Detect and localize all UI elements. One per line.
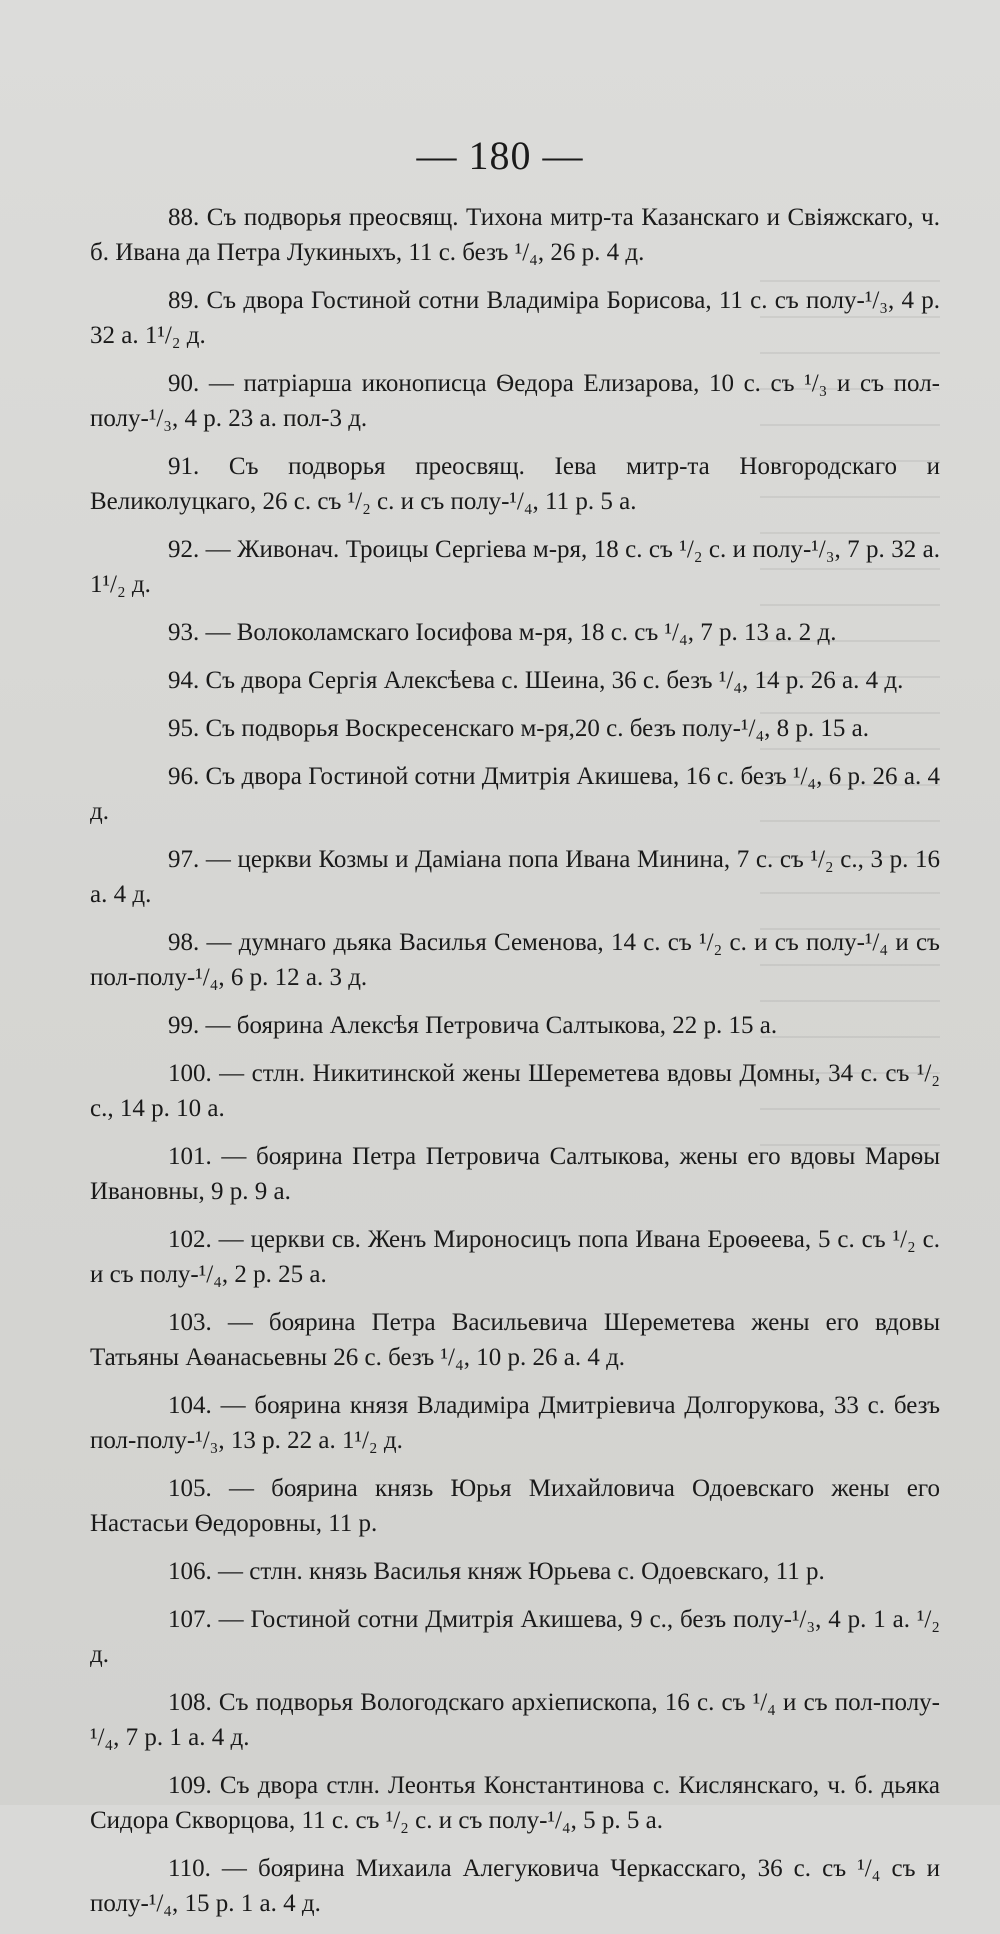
entry-109: 109. Съ двора стлн. Леонтья Константинова с. Кислянскаго, ч. б. дьяка Сидора Скворцова, 11 с. съ ¹/₂ с. и съ полу-¹/₄, 5 р. 5 а. (90, 1772, 940, 1834)
entry-102: 102. — церкви св. Женъ Мироносицъ попа Ивана Ероѳеева, 5 с. съ ¹/₂ с. и съ полу-¹/₄, 2 р. 25 а. (90, 1226, 940, 1288)
entry-91: 91. Съ подворья преосвящ. Іева митр-та Новгородскаго и Великолуцкаго, 26 с. съ ¹/₂ с. и съ полу-¹/₄, 11 р. 5 а. (90, 453, 940, 515)
entry-98: 98. — думнаго дьяка Василья Семенова, 14 с. съ ¹/₂ с. и съ полу-¹/₄ и съ пол-полу-¹/₄, 6 р. 12 а. 3 д. (90, 929, 940, 991)
entry-96: 96. Съ двора Гостиной сотни Дмитрія Акишева, 16 с. безъ ¹/₄, 6 р. 26 а. 4 д. (90, 763, 940, 825)
entry-110: 110. — боярина Михаила Алегуковича Черкасскаго, 36 с. съ ¹/₄ съ и полу-¹/₄, 15 р. 1 а. 4 д. (90, 1855, 940, 1917)
entry-90: 90. — патріарша иконописца Ѳедора Елизарова, 10 с. съ ¹/₃ и съ пол-полу-¹/₃, 4 р. 23 а. пол-3 д. (90, 370, 940, 432)
entry-92: 92. — Живонач. Троицы Сергіева м-ря, 18 с. съ ¹/₂ с. и полу-¹/₃, 7 р. 32 а. 1¹/₂ д. (90, 536, 940, 598)
entry-list (90, 200, 940, 1934)
entry-94: 94. Съ двора Сергія Алексѣева с. Шеина, 36 с. безъ ¹/₄, 14 р. 26 а. 4 д. (168, 667, 904, 694)
entry-106: 106. — стлн. князь Василья княж Юрьева с. Одоевскаго, 11 р. (168, 1558, 825, 1585)
entry-105: 105. — боярина князь Юрья Михайловича Одоевскаго жены его Настасьи Ѳедоровны, 11 р. (90, 1475, 940, 1537)
entry-88: 88. Съ подворья преосвящ. Тихона митр-та Казанскаго и Свіяжскаго, ч. б. Ивана да Петра Лукиныхъ, 11 с. безъ ¹/₄, 26 р. 4 д. (90, 204, 940, 266)
entry-107: 107. — Гостиной сотни Дмитрія Акишева, 9 с., безъ полу-¹/₃, 4 р. 1 а. ¹/₂ д. (90, 1606, 940, 1668)
entry-100: 100. — стлн. Никитинской жены Шереметева вдовы Домны, 34 с. съ ¹/₂ с., 14 р. 10 а. (90, 1060, 940, 1122)
entry-101: 101. — боярина Петра Петровича Салтыкова, жены его вдовы Марѳы Ивановны, 9 р. 9 а. (90, 1143, 940, 1205)
page-number: — 180 — (416, 133, 584, 178)
entry-89: 89. Съ двора Гостиной сотни Владиміра Борисова, 11 с. съ полу-¹/₃, 4 р. 32 а. 1¹/₂ д. (90, 287, 940, 349)
entry-103: 103. — боярина Петра Васильевича Шереметева жены его вдовы Татьяны Аѳанасьевны 26 с. безъ ¹/₄, 10 р. 26 а. 4 д. (90, 1309, 940, 1371)
entry-95: 95. Съ подворья Воскресенскаго м-ря,20 с. безъ полу-¹/₄, 8 р. 15 а. (168, 715, 870, 742)
entry-97: 97. — церкви Козмы и Даміана попа Ивана Минина, 7 с. съ ¹/₂ с., 3 р. 16 а. 4 д. (90, 846, 940, 908)
entry-108: 108. Съ подворья Вологодскаго архіепископа, 16 с. съ ¹/₄ и съ пол-полу-¹/₄, 7 р. 1 а. 4 д. (90, 1689, 940, 1751)
entry-99: 99. — боярина Алексѣя Петровича Салтыкова, 22 р. 15 а. (168, 1012, 778, 1039)
entry-93: 93. — Волоколамскаго Іосифова м-ря, 18 с. съ ¹/₄, 7 р. 13 а. 2 д. (168, 619, 837, 646)
entry-104: 104. — боярина князя Владиміра Дмитріевича Долгорукова, 33 с. безъ пол-полу-¹/₃, 13 р. 22 а. 1¹/₂ д. (90, 1392, 940, 1454)
